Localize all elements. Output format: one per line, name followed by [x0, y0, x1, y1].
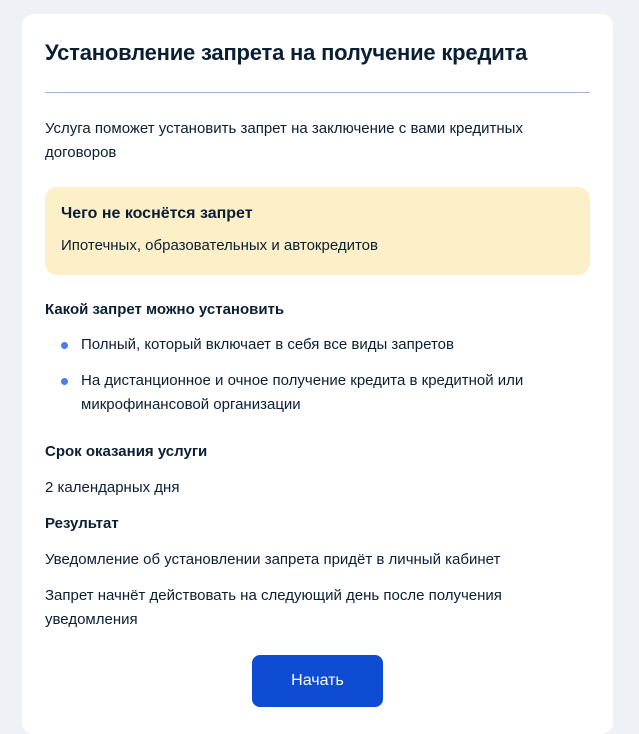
term-heading: Срок оказания услуги	[45, 443, 208, 460]
result-line: Уведомление об установлении запрета придёт в личный кабинет	[45, 551, 501, 568]
note-text: Ипотечных, образовательных и автокредитов	[61, 237, 378, 254]
list-item	[45, 333, 551, 357]
service-card	[22, 14, 613, 734]
title-divider	[45, 92, 590, 93]
restriction-note	[45, 187, 590, 275]
ban-types-list	[45, 333, 590, 417]
list-item-text: На дистанционное и очное получение кредита в кредитной или микрофинансовой организации	[81, 372, 524, 413]
list-item	[45, 369, 551, 417]
actions	[45, 655, 590, 707]
note-title: Чего не коснётся запрет	[61, 205, 253, 222]
start-button[interactable]: Начать	[252, 655, 383, 707]
result-heading: Результат	[45, 515, 119, 532]
term-value: 2 календарных дня	[45, 479, 180, 496]
list-item-text: Полный, который включает в себя все виды запретов	[81, 336, 454, 353]
result-line: Запрет начнёт действовать на следующий день после получения уведомления	[45, 587, 502, 628]
ban-types-heading: Какой запрет можно установить	[45, 301, 285, 318]
page-title: Установление запрета на получение кредита	[45, 40, 528, 65]
service-intro: Услуга поможет установить запрет на заключение с вами кредитных договоров	[45, 120, 523, 161]
bullet-dot-icon	[61, 378, 68, 385]
bullet-dot-icon	[61, 342, 68, 349]
